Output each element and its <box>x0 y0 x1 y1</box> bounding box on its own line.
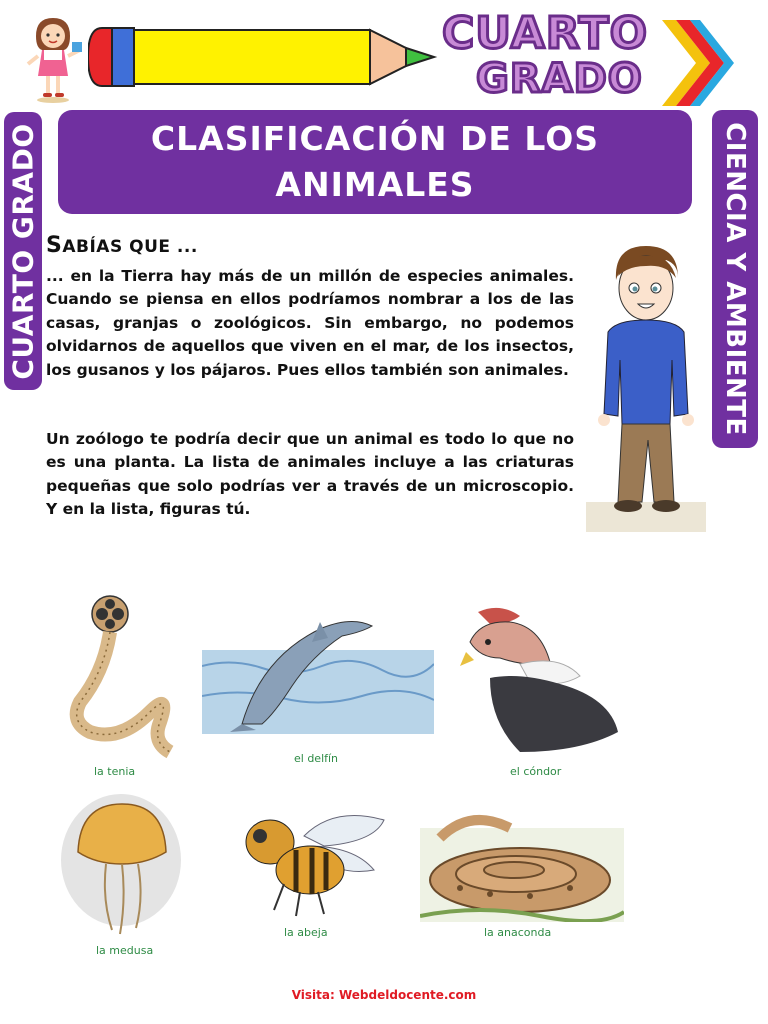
tapeworm-illustration <box>60 592 180 762</box>
boy-illustration <box>586 240 706 532</box>
anaconda-illustration <box>420 808 624 922</box>
side-banner-subject-text: CIENCIA Y AMBIENTE <box>720 122 750 436</box>
section-heading <box>46 233 198 258</box>
jellyfish-illustration <box>56 790 186 940</box>
bee-illustration <box>224 806 394 918</box>
side-banner-grade-text: CUARTO GRADO <box>6 122 40 380</box>
header <box>0 0 768 110</box>
teacher-girl-illustration <box>22 14 84 104</box>
section-heading-initial: S <box>46 233 63 258</box>
section-heading-rest: ABÍAS QUE ... <box>62 237 198 257</box>
side-banner-subject <box>712 110 758 448</box>
badge-text-grado: GRADO <box>476 56 643 102</box>
paragraph-intro: ... en la Tierra hay más de un millón de especies animales. Cuando se piensa en ellos podríamos nombrar a los de las casas, granjas o zoológicos. Sin embargo, no podemos olvidarnos de aquellos que viven en el mar, de los insectos, los gusanos y los pájaros. Pues ellos también son animales. <box>46 267 574 379</box>
condor-illustration <box>460 602 620 752</box>
page-title-text: CLASIFICACIÓN DE LOS ANIMALES <box>150 119 600 204</box>
chevron-arrows-icon <box>658 20 736 106</box>
side-banner-grade <box>4 112 42 390</box>
page-title <box>58 110 692 214</box>
footer-website[interactable]: Visita: Webdeldocente.com <box>291 988 477 1002</box>
badge-text-cuarto: CUARTO <box>442 8 649 59</box>
animal-label-dolphin: el delfín <box>294 752 339 765</box>
paragraph-zoologist: Un zoólogo te podría decir que un animal es todo lo que no es una planta. La lista de animales incluye a las criaturas pequeñas que solo podrías ver a través de un microscopio. Y en la lista, figuras tú. <box>46 430 574 519</box>
animal-label-condor: el cóndor <box>510 765 562 778</box>
animal-label-tapeworm: la tenia <box>94 765 136 778</box>
animal-label-bee: la abeja <box>284 926 328 939</box>
cuarto-grado-badge <box>436 8 736 108</box>
dolphin-illustration <box>202 606 434 734</box>
animal-label-anaconda: la anaconda <box>484 926 552 939</box>
pencil-illustration <box>88 18 438 96</box>
animal-label-jellyfish: la medusa <box>96 944 154 957</box>
